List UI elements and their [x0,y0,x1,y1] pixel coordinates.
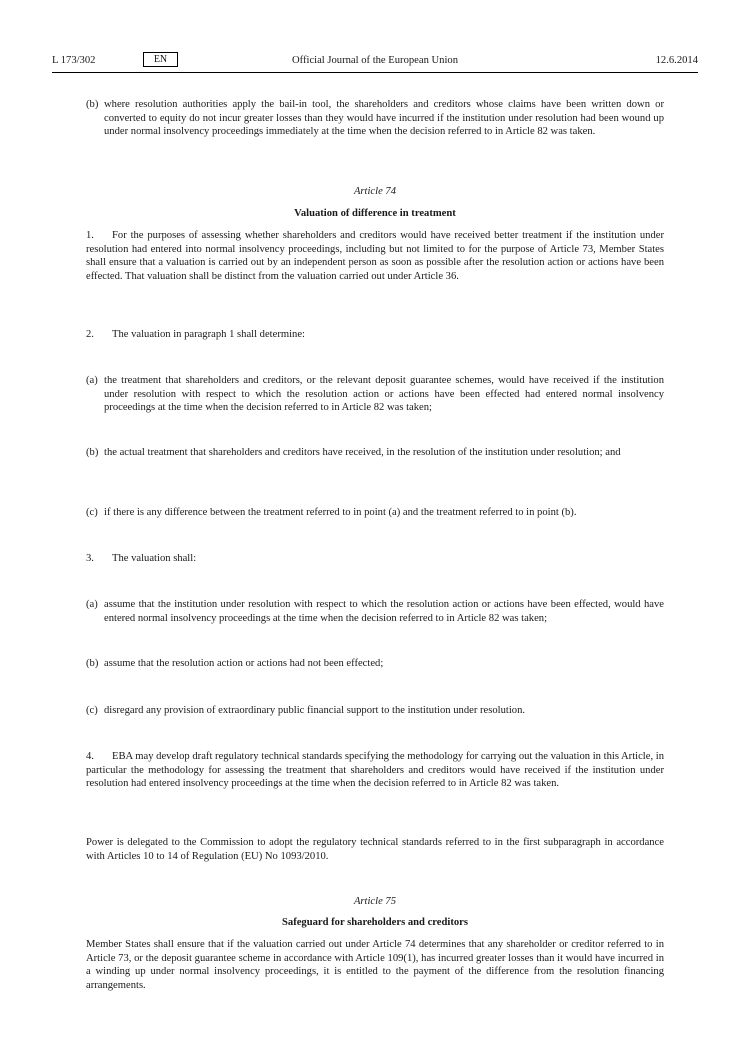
paragraph-number: 4. [86,751,94,762]
paragraph-number: 1. [86,230,94,241]
article-75-heading: Safeguard for shareholders and creditors [282,917,468,928]
item-label: (b) [86,99,99,110]
article-74-paragraph-4 [86,750,664,791]
item-text: assume that the institution under resolution with respect to which the resolution action or actions have been effected, would have entered normal insolvency proceedings at the time when the decision referred to in Article 82 was taken; [104,599,664,624]
item-label: (c) [86,705,98,716]
article-74-number: Article 74 [353,186,397,197]
item-text: if there is any difference between the treatment referred to in point (a) and the treatment referred to in point (b). [104,507,577,518]
item-label: (b) [86,447,99,458]
language-badge: EN [143,52,178,67]
item-text: disregard any provision of extraordinary public financial support to the institution under resolution. [104,705,526,716]
p2-item-a [86,374,664,415]
article-75-number: Article 75 [353,896,397,907]
item-text: the actual treatment that shareholders and creditors have received, in the resolution of the institution under resolution; and [104,447,621,458]
paragraph-number: 2. [86,329,94,340]
item-text: the treatment that shareholders and creditors, or the relevant deposit guarantee schemes, would have received if the institution under resolution with respect to which the resolution action or actions have been effected had entered normal insolvency proceedings at the time when the decision referred to in Article 82 was taken; [104,375,664,414]
item-label: (b) [86,658,99,669]
paragraph-number: 3. [86,553,94,564]
p3-item-b [86,657,664,671]
page-header [52,52,698,73]
p2-item-c [86,506,664,520]
paragraph-text: The valuation shall: [112,553,197,564]
p2-item-b [86,446,664,460]
article-74-paragraph-2 [86,328,664,342]
article-74-paragraph-1 [86,229,664,283]
item-label: (a) [86,599,98,610]
article-74-heading: Valuation of difference in treatment [294,208,456,219]
item-text: where resolution authorities apply the bail-in tool, the shareholders and creditors whose claims have been written down or converted to equity do not incur greater losses than they would have incurred if the institution under resolution had been wound up under normal insolvency proceedings immediately at the time when the decision referred to in Article 82 was taken. [104,99,664,138]
paragraph-text: The valuation in paragraph 1 shall determine: [112,329,305,340]
publication-date: 12.6.2014 [655,55,698,66]
item-text: assume that the resolution action or actions had not been effected; [104,658,384,669]
item-label: (c) [86,507,98,518]
page-reference: L 173/302 [52,55,96,66]
article-74-delegation-paragraph: Power is delegated to the Commission to adopt the regulatory technical standards referred to in the first subparagraph in accordance with Articles 10 to 14 of Regulation (EU) No 1093/2010. [86,837,664,862]
p3-item-a [86,598,664,625]
journal-title: Official Journal of the European Union [291,55,459,66]
item-label: (a) [86,375,98,386]
article-75-paragraph: Member States shall ensure that if the valuation carried out under Article 74 determines that any shareholder or creditor referred to in Article 73, or the deposit guarantee scheme in accordance with Article 109(1), has incurred greater losses than it would have incurred in a winding up under normal insolvency proceedings, it is entitled to the payment of the difference from the resolution financing arrangements. [86,939,664,991]
intro-item-b [86,98,664,139]
article-74-paragraph-3 [86,552,664,566]
paragraph-text: For the purposes of assessing whether shareholders and creditors would have received better treatment if the institution under resolution had entered into normal insolvency proceedings, including but not limited to for the purpose of Article 73, Member States shall ensure that a valuation is carried out by an independent person as soon as possible after the resolution action or actions have been effected. That valuation shall be distinct from the valuation carried out under Article 36. [86,230,664,282]
p3-item-c [86,704,664,718]
paragraph-text: EBA may develop draft regulatory technical standards specifying the methodology for carrying out the valuation in this Article, in particular the methodology for assessing the treatment that shareholders and creditors would have received if the institution under resolution had entered insolvency proceedings at the time when the decision referred to in Article 82 was taken. [86,751,664,790]
